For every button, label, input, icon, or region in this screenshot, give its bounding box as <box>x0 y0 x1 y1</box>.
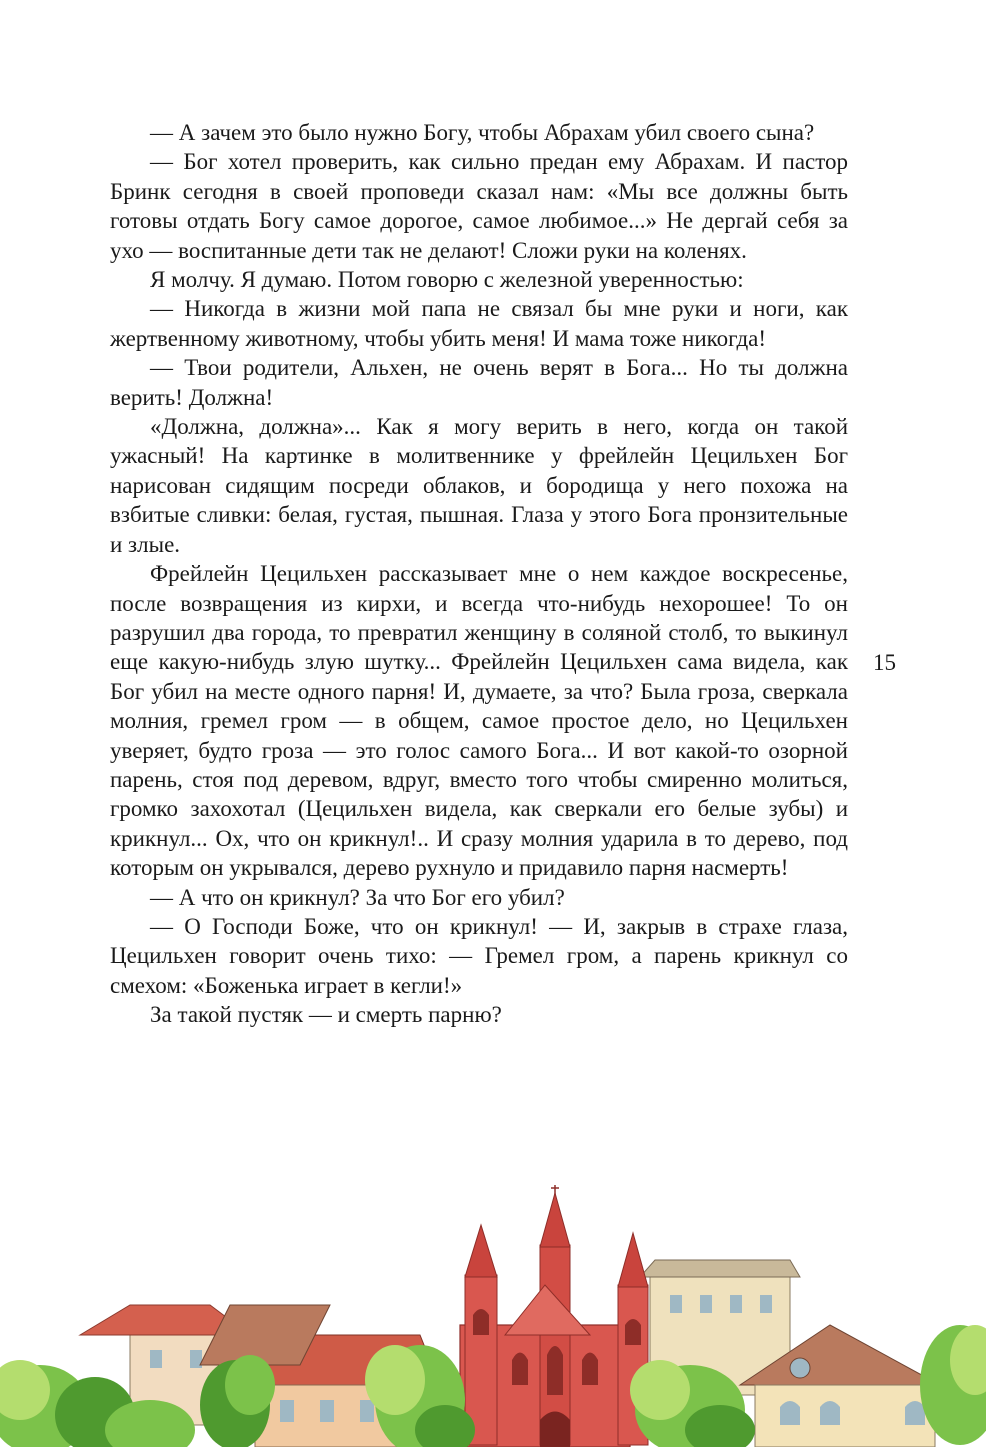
paragraph: Я молчу. Я думаю. Потом говорю с железной уверенностью: <box>150 267 744 293</box>
paragraph: — Твои родители, Альхен, не очень верят в Бога... Но ты должна верить! Должна! <box>110 355 848 410</box>
page-number: 15 <box>873 650 896 675</box>
paragraph: «Должна, должна»... Как я могу верить в него, когда он такой ужасный! На картинке в молитвеннике у фрейлейн Цецильхен Бог нарисован сидящим посреди облаков, и бородища у него похожа на взбитые сливки: белая, густая, пышная. Глаза у этого Бога пронзительные и злые. <box>110 414 848 557</box>
body-text <box>110 118 848 1030</box>
town-illustration <box>0 1185 986 1447</box>
paragraph: — А зачем это было нужно Богу, чтобы Абрахам убил своего сына? <box>150 120 815 145</box>
paragraph: — А что он крикнул? За что Бог его убил? <box>150 884 565 910</box>
paragraph: — Никогда в жизни мой папа не связал бы мне руки и ноги, как жертвенному животному, чтобы убить меня! И мама тоже никогда! <box>110 296 848 351</box>
paragraph: За такой пустяк — и смерть парню? <box>150 1002 502 1028</box>
paragraph: — О Господи Боже, что он крикнул! — И, закрыв в страхе глаза, Цецильхен говорит очень тихо: — Гремел гром, а парень крикнул со смехом: «Боженька играет в кегли!» <box>110 913 848 998</box>
paragraph: Фрейлейн Цецильхен рассказывает мне о нем каждое воскресенье, после возвращения из кирхи, и всегда что-нибудь нехорошее! То он разрушил два города, то превратил женщину в соляной столб, то выкинул еще какую-нибудь злую шутку... Фрейлейн Цецильхен сама видела, как Бог убил на месте одного парня! И, думаете, за что? Была гроза, сверкала молния, гремел гром — в общем, самое простое дело, но Цецильхен уверяет, будто гроза — это голос самого Бога... И вот какой-то озорной парень, стоя под деревом, вдруг, вместо того чтобы смиренно молиться, громко захохотал (Цецильхен видела, как сверкали его белые зубы) и крикнул... Ох, что он крикнул!.. И сразу молния ударила в то дерево, под которым он укрывался, дерево рухнуло и придавило парня насмерть! <box>110 561 848 881</box>
paragraph: — Бог хотел проверить, как сильно предан ему Абрахам. И пастор Бринк сегодня в своей проповеди сказал нам: «Мы все должны быть готовы отдать Богу самое дорогое, самое любимое...» Не дергай себя за ухо — воспитанные дети так не делают! Сложи руки на коленях. <box>110 149 848 263</box>
gothic-church-icon <box>460 1185 648 1447</box>
